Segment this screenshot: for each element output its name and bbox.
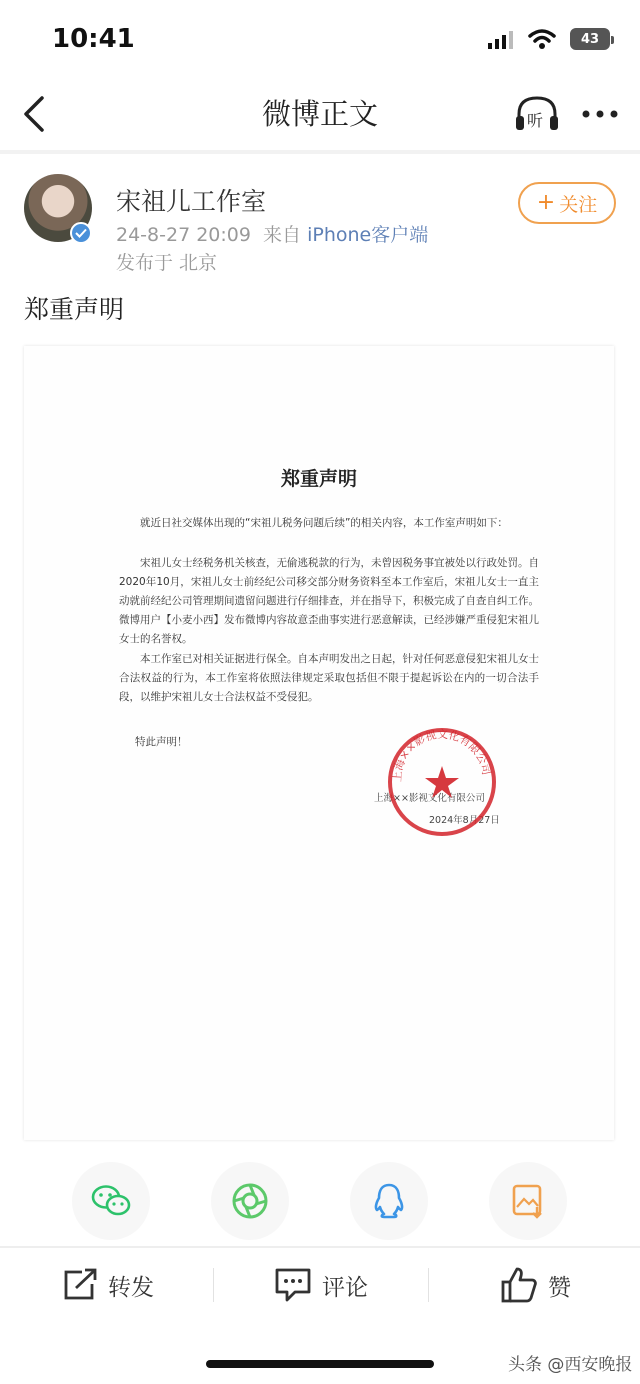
document-paragraph: 宋祖儿女士经税务机关核查，无偷逃税款的行为，未曾因税务事宜被处以行政处罚。自2020年10月，宋祖儿女士前经纪公司移交部分财务资料至本工作室后，宋祖儿女士一直主动就前经纪公司管理期间遗留问题进行仔细排查，并在指导下，积极完成了自查自纠工作。微博用户【小麦小西】发布微博内容故意歪曲事实进行恶意解读，已经涉嫌严重侵犯宋祖儿女士的名誉权。 [119,557,539,645]
listen-button[interactable] [514,94,560,134]
svg-text:上海××影视文化有限公司: 上海××影视文化有限公司 [390,727,494,783]
document-title: 郑重声明 [280,468,357,490]
post-meta [116,220,428,247]
document-closing: 特此声明！ [135,736,188,748]
post-text: 郑重声明 [24,295,125,324]
listen-label: 听 [527,111,544,130]
author-name[interactable]: 宋祖儿工作室 [116,187,267,216]
document-signer: 上海××影视文化有限公司 [374,793,485,804]
follow-button[interactable] [518,182,616,224]
thumbs-up-icon [500,1266,538,1304]
like-button[interactable] [500,1262,571,1308]
comment-icon [274,1267,312,1303]
battery-icon: 43 [570,28,610,50]
repost-label: 转发 [108,1274,154,1301]
qq-icon [372,1182,406,1220]
watermark: 头条 @西安晚报 [508,1355,633,1375]
document-paragraph: 本工作室已对相关证据进行保全。自本声明发出之日起，针对任何恶意侵犯宋祖儿女士合法权益的行为，本工作室将依照法律规定采取包括但不限于提起诉讼在内的一切合法手段，以维护宋祖儿女士合法权益不受侵犯。 [119,653,539,703]
share-moments-button[interactable] [211,1162,289,1240]
status-time: 10:41 [52,24,135,54]
moments-icon [231,1182,269,1220]
post-date: 24-8-27 20:09 [116,224,251,246]
source-prefix: 来自 [263,224,302,246]
like-label: 赞 [548,1274,571,1301]
repost-icon [62,1268,98,1302]
document-date: 2024年8月27日 [429,815,500,826]
back-icon[interactable] [18,92,54,136]
comment-label: 评论 [322,1274,368,1301]
post-location: 发布于 北京 [116,252,218,274]
verified-icon [70,222,92,244]
more-icon[interactable] [580,104,620,124]
save-image-button[interactable] [489,1162,567,1240]
home-indicator[interactable] [206,1360,434,1368]
repost-button[interactable] [62,1262,154,1308]
action-divider [0,1246,640,1248]
statement-document[interactable] [24,346,614,1140]
action-separator [213,1268,214,1302]
share-wechat-button[interactable] [72,1162,150,1240]
page-title: 微博正文 [261,97,378,131]
comment-button[interactable] [274,1262,368,1308]
save-image-icon [511,1183,545,1219]
share-qq-button[interactable] [350,1162,428,1240]
source-client[interactable]: iPhone客户端 [307,224,429,246]
company-seal [386,726,498,838]
wifi-icon [528,28,556,50]
plus-icon: + [536,190,556,215]
nav-divider [0,150,640,154]
status-icons [488,28,610,50]
document-paragraph: 就近日社交媒体出现的“宋祖儿税务问题后续”的相关内容，本工作室声明如下： [140,517,508,529]
signal-icon [488,29,514,49]
action-separator [428,1268,429,1302]
follow-label: 关注 [559,193,598,216]
wechat-icon [91,1184,131,1218]
